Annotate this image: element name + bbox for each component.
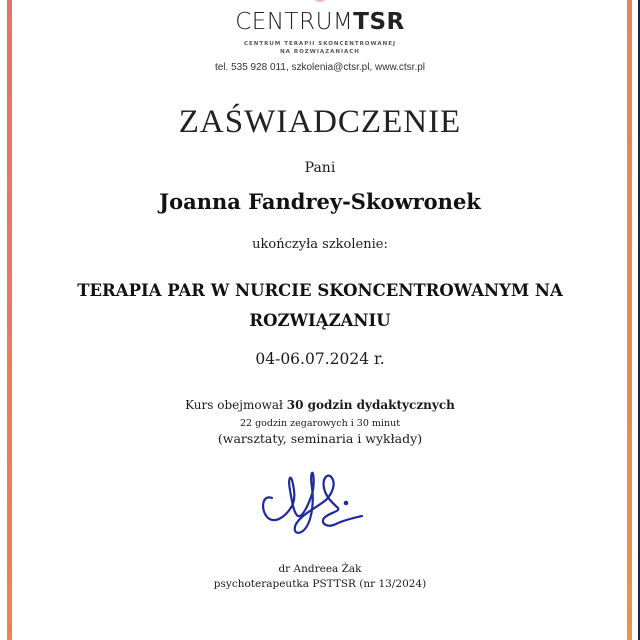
course-dates: 04-06.07.2024 r. (255, 350, 385, 368)
signatory-title: psychoterapeutka PSTTSR (nr 13/2024) (213, 578, 427, 590)
course-format: (warsztaty, seminaria i wykłady) (217, 431, 423, 446)
recipient-name: Joanna Fandrey-Skowronek (159, 189, 481, 214)
completed-label: ukończyła szkolenie: (252, 237, 388, 252)
logo-wordmark (0, 8, 640, 36)
course-hours (0, 398, 640, 412)
clock-hours: 22 godzin zegarowych i 30 minut (239, 418, 401, 429)
salutation: Pani (304, 160, 336, 176)
course-title (0, 276, 640, 336)
logo-word-tsr: TSR (353, 9, 405, 35)
logo-circle-icon (312, 0, 328, 2)
contact-info: tel. 535 928 011, szkolenia@ctsr.pl, www.ctsr.pl (214, 62, 426, 73)
signature-image (258, 470, 388, 540)
logo-tagline-line2: NA ROZWIĄZANIACH (280, 49, 360, 55)
hours-prefix: Kurs obejmował (185, 398, 287, 412)
logo-tagline-line1: CENTRUM TERAPII SKONCENTROWANEJ (243, 41, 397, 47)
course-title-line1: TERAPIA PAR W NURCIE SKONCENTROWANYM NA (77, 281, 563, 300)
signatory-name: dr Andreea Żak (278, 563, 362, 575)
hours-amount: 30 godzin dydaktycznych (286, 398, 455, 412)
organization-logo (0, 8, 640, 56)
certificate-title: ZAŚWIADCZENIE (178, 104, 462, 140)
logo-word-centrum: CENTRUM (235, 9, 354, 35)
course-title-line2: ROZWIĄZANIU (249, 311, 391, 330)
